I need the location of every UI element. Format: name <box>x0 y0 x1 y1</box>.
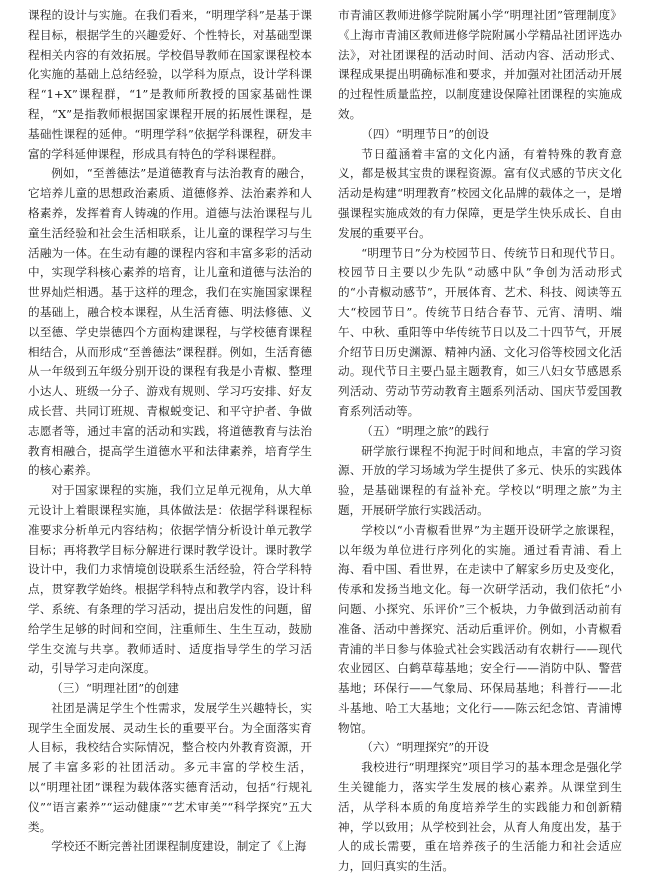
paragraph: 课程的设计与实施。在我们看来，“明理学科”是基于课程目标，根据学生的兴趣爱好、个性特长，对基础型课程相关内容的有效拓展。学校倡导教师在国家课程校本化实施的基础上总结经验，以学科为原点，设计学科课程“1+X”课程群，“1”是教师所教授的国家基础性课程，“X”是指教师根据国家课程开展的拓展性课程，是基础性课程的延伸。“明理学科”依据学科课程，研发丰富的学科延伸课程，形成具有特色的学科课程群。 <box>28 8 312 161</box>
section-heading: （五）“明理之旅”的践行 <box>361 423 489 438</box>
paragraph: 社团是满足学生个性需求，发展学生兴趣特长，实现学生全面发展、灵动生长的重要平台。为全面落实育人目标，我校结合实际情况，整合校内外教育资源，开展了丰富多彩的社团活动。多元丰富的学校生活，以“明理社团”课程为载体落实德育活动，包括“行规礼仪”“语言素养”“运动健康”“艺术审美”“科学探究”五大类。 <box>28 700 312 834</box>
section-heading: （三）“明理社团”的创建 <box>51 681 179 696</box>
paragraph: 学校以“小青椒看世界”为主题开设研学之旅课程，以年级为单位进行序列化的实施。通过看青浦、看上海、看中国、看世界，在走读中了解家乡历史及变化，传承和发扬当地文化。每一次研学活动，我们依托“小问题、小探究、乐评价”三个板块，力争做到活动前有准备、活动中善探究、活动后重评价。例如，小青椒看青浦的半日参与体验式社会实践活动有农耕行——现代农业园区、白鹤草莓基地；安全行——消防中队、警营基地；环保行——气象局、环保局基地；科普行——北斗基地、哈工大基地；文化行——陈云纪念馆、青浦博物馆。 <box>338 522 622 735</box>
two-column-layout <box>28 6 622 874</box>
section-heading: （四）“明理节日”的创设 <box>361 126 489 141</box>
paragraph: 节日蕴涵着丰富的文化内涵，有着特殊的教育意义，都是极其宝贵的课程资源。富有仪式感的节庆文化活动是构建“明理教育”校园文化品牌的载体之一，是增强课程实施成效的有力保障，更是学生快乐成长、自由发展的重要平台。 <box>338 146 622 240</box>
paragraph: 例如，“至善德法”是道德教育与法治教育的融合，它培养儿童的思想政治素质、道德修养、法治素养和人格素养，发挥着育人铸魂的作用。道德与法治课程与儿童生活经验和社会生活相联系，让儿童的课程学习与生活融为一体。在生动有趣的课程内容和丰富多彩的活动中，实现学科核心素养的培育，让儿童和道德与法治的世界灿烂相遇。基于这样的理念，我们在实施国家课程的基础上，融合校本课程，从生活育德、明法修德、义以至德、学史崇德四个方面构建课程，与学校德育课程相结合，从而形成“至善德法”课程群。例如，生活育德从一年级到五年级分别开设的课程有我是小青椒、整理小达人、班级一分子、游戏有规则、学习巧安排、好友成长营、共同订班规、青椒蜕变记、和平守护者、争做志愿者等，通过丰富的活动和实践，将道德教育与法治教育相融合，提高学生道德水平和法律素养，培育学生的核心素养。 <box>28 166 312 478</box>
left-column <box>28 6 312 854</box>
right-column <box>338 6 622 874</box>
paragraph: 研学旅行课程不拘泥于时间和地点，丰富的学习资源、开放的学习场域为学生提供了多元、快乐的实践体验，是基础课程的有益补充。学校以“明理之旅”为主题，开展研学旅行实践活动。 <box>338 443 622 517</box>
paragraph: 市青浦区教师进修学院附属小学“明理社团”管理制度》《上海市青浦区教师进修学院附属小学精品社团评选办法》，对社团课程的活动时间、活动内容、活动形式、课程成果提出明确标准和要求，并加强对社团活动开展的过程性质量监控，以制度建设保障社团课程的实施成效。 <box>338 8 622 121</box>
paragraph: 学校还不断完善社团课程制度建设，制定了《上海 <box>51 839 307 854</box>
paragraph: “明理节日”分为校园节日、传统节日和现代节日。校园节日主要以少先队“动感中队”争创为活动形式的“小青椒动感节”，开展体育、艺术、科技、阅读等五大“校园节日”。传统节日结合春节、元宵、清明、端午、中秋、重阳等中华传统节日以及二十四节气，开展介绍节日历史渊源、精神内涵、文化习俗等校园文化活动。现代节日主要凸显主题教育，如三八妇女节感恩系列活动、劳动节劳动教育主题系列活动、国庆节爱国教育系列活动等。 <box>338 245 622 418</box>
paragraph: 对于国家课程的实施，我们立足单元视角，从大单元设计上着眼课程实施，具体做法是：依据学科课程标准要求分析单元内容结构；依据学情分析设计单元教学目标；再将教学目标分解进行课时教学设计。课时教学设计中，我们力求情境创设联系生活经验，符合学科特点，贯穿教学始终。根据学科特点和教学内容，设计科学、系统、有条理的学习活动，提出启发性的问题，留给学生足够的时间和空间，注重师生、生生互动，鼓励学生交流与共享。教师适时、适度指导学生的学习活动，引导学习走向深度。 <box>28 483 312 676</box>
paragraph: 我校进行“明理探究”项目学习的基本理念是强化学生关键能力，落实学生发展的核心素养。从课堂到生活，从学科本质的角度培养学生的实践能力和创新精神，学以致用；从学校到社会，从育人角度出发，基于人的成长需要，重在培养孩子的生活能力和社会适应力，回归真实的生活。 <box>338 760 622 874</box>
section-heading: （六）“明理探究”的开设 <box>361 740 489 755</box>
